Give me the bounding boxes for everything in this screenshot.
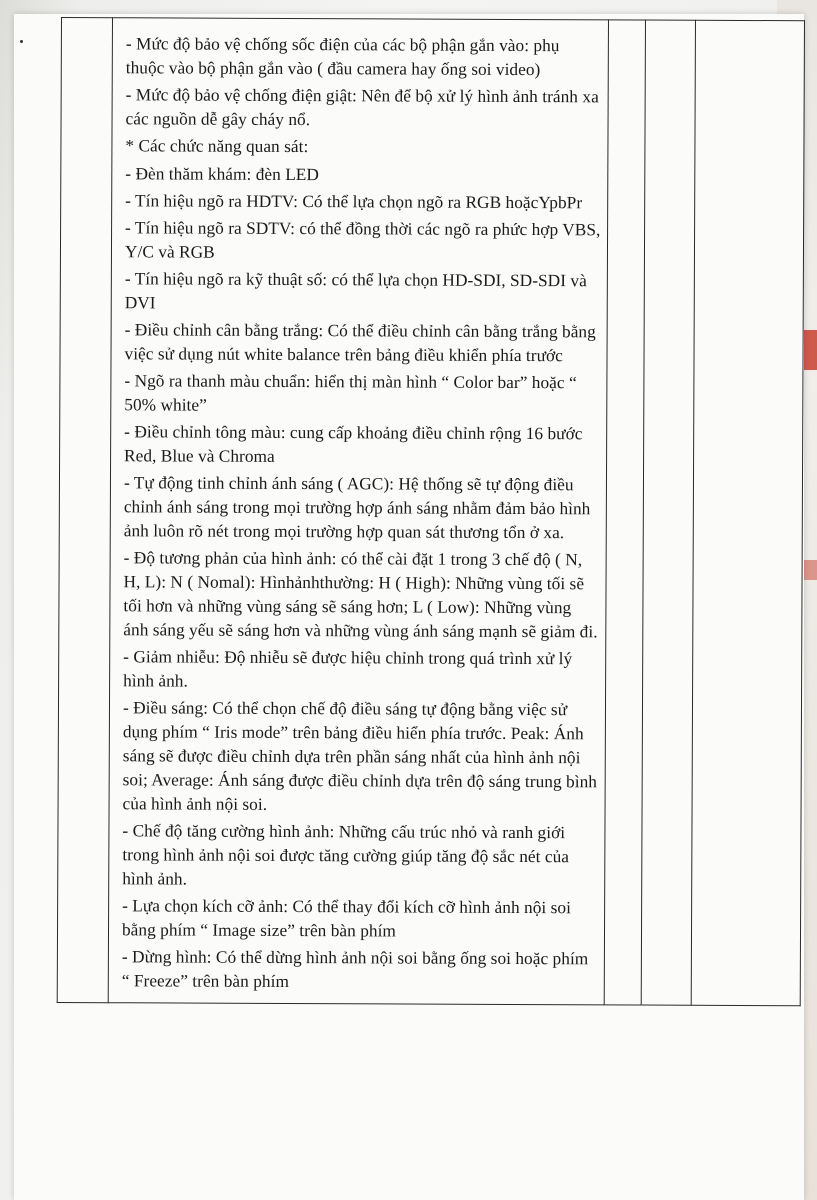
list-item: - Chế độ tăng cường hình ảnh: Những cấu trúc nhỏ và ranh giới trong hình ảnh nội soi được tăng cường giúp tăng độ sắc nét của hình ảnh.	[122, 821, 570, 889]
list-item: - Dừng hình: Có thể dừng hình ảnh nội soi bằng ống soi hoặc phím “ Freeze” trên bàn phím	[121, 947, 589, 992]
list-item: - Đèn thăm khám: đèn LED	[125, 164, 319, 185]
list-item: - Điều chỉnh tông màu: cung cấp khoảng điều chỉnh rộng 16 bước Red, Blue và Chroma	[124, 422, 583, 466]
table-cell-empty	[641, 20, 695, 1005]
list-item: - Ngõ ra thanh màu chuẩn: hiển thị màn hình “ Color bar” hoặc “ 50% white”	[124, 371, 577, 415]
list-item: - Điều sáng: Có thể chọn chế độ điều sáng tự động bằng việc sử dụng phím “ Iris mode” trên bảng điều hiển phía trước. Peak: Ánh sáng sẽ được điều chỉnh dựa trên phần sáng nhất của hình ảnh nội soi; Average: Ánh sáng được điều chỉnh dựa trên độ sáng trung bình của hình ảnh nội soi.	[122, 698, 598, 814]
list-item: - Tín hiệu ngõ ra SDTV: có thể đồng thời các ngõ ra phức hợp VBS, Y/C và RGB	[124, 218, 601, 262]
table-row	[57, 18, 804, 1006]
list-item: - Tín hiệu ngõ ra kỹ thuật số: có thể lựa chọn HD-SDI, SD-SDI và DVI	[124, 269, 587, 313]
background-red-object	[803, 330, 817, 370]
list-item: - Điều chỉnh cân bằng trắng: Có thể điều chỉnh cân bằng trắng bằng việc sử dụng nút white balance trên bảng điều khiển phía trước	[124, 320, 596, 366]
list-item: - Giảm nhiễu: Độ nhiễu sẽ được hiệu chỉnh trong quá trình xử lý hình ảnh.	[123, 647, 573, 691]
list-item: - Tự động tinh chỉnh ánh sáng ( AGC): Hệ thống sẽ tự động điều chỉnh ánh sáng trong mọi trường hợp ánh sáng nhằm đảm bảo hình ảnh luôn rõ nét trong mọi trường hợp quan sát thương tổn ở xa.	[123, 473, 591, 543]
list-item: - Lựa chọn kích cỡ ảnh: Có thể thay đổi kích cỡ hình ảnh nội soi bằng phím “ Image size” trên bàn phím	[121, 896, 572, 941]
background-red-object	[803, 560, 817, 580]
table-cell-index	[57, 18, 112, 1003]
list-item: - Mức độ bảo vệ chống sốc điện của các bộ phận gắn vào: phụ thuộc vào bộ phận gắn vào ( đầu camera hay ống soi video)	[125, 34, 560, 80]
list-item: - Tín hiệu ngõ ra HDTV: Có thể lựa chọn ngõ ra RGB hoặcYpbPr	[125, 191, 583, 213]
paper-mark	[20, 40, 23, 43]
list-item: - Mức độ bảo vệ chống điện giật: Nên để bộ xử lý hình ảnh tránh xa các nguồn dễ gây cháy nổ.	[125, 85, 599, 130]
table-cell-empty	[691, 20, 804, 1005]
section-heading: * Các chức năng quan sát:	[125, 136, 309, 157]
spec-table	[57, 17, 805, 1006]
list-item: - Độ tương phản của hình ảnh: có thể cài đặt 1 trong 3 chế độ ( N, H, L): N ( Nomal): Hìnhảnhthường: H ( High): Những vùng tối sẽ tối hơn và những vùng sáng sẽ sáng hơn; L ( Low): Những vùng ánh sáng yếu sẽ sáng hơn và những vùng ánh sáng mạnh sẽ giảm đi.	[123, 548, 598, 642]
table-cell-empty	[604, 20, 645, 1005]
table-cell-description	[108, 18, 608, 1005]
